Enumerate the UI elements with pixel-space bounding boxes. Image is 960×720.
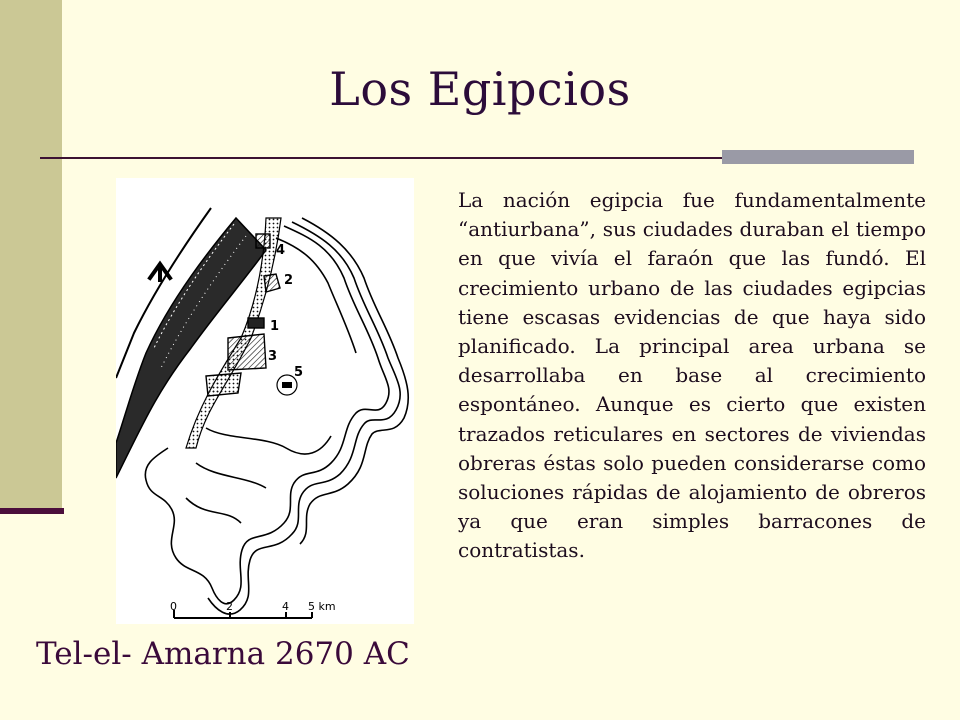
zone-3b-block <box>206 373 241 396</box>
scale-label: 5 km <box>308 600 336 613</box>
zone-label: 1 <box>270 319 280 334</box>
zone-label: 4 <box>276 243 286 258</box>
zone-3-block <box>228 334 266 370</box>
scale-label: 0 <box>170 600 177 613</box>
left-bar-accent-line <box>0 508 64 514</box>
scale-label: 2 <box>226 600 233 613</box>
slide-body-text: La nación egipcia fue fundamentalmente “antiurbana”, sus ciudades duraban el tiempo en que vivía el faraón que las fundó. El crecimiento urbano de las ciudades egipcias tiene escasas evidencias de que haya sido planificado. La principal area urbana se desarrollaba en base al crecimiento espontáneo. Aunque es cierto que existen trazados reticulares en sectores de viviendas obreras éstas solo pueden considerarse como soluciones rápidas de alojamiento de obreros ya que eran simples barracones de contratistas. <box>458 188 926 563</box>
title-divider-block <box>722 150 914 164</box>
scale-bar <box>170 600 336 618</box>
north-arrow-icon <box>150 264 170 282</box>
zone-2-block <box>264 274 280 292</box>
slide-title: Los Egipcios <box>329 62 631 116</box>
zone-4-block <box>256 234 270 248</box>
zone-label: 3 <box>268 349 278 364</box>
scale-label: 4 <box>282 600 289 613</box>
tel-el-amarna-map <box>116 178 414 624</box>
zone-label: 5 <box>294 365 304 380</box>
zone-label: 2 <box>284 273 294 288</box>
zone-5-block <box>282 382 292 388</box>
zone-1-block <box>248 318 264 328</box>
map-caption: Tel-el- Amarna 2670 AC <box>36 636 410 672</box>
